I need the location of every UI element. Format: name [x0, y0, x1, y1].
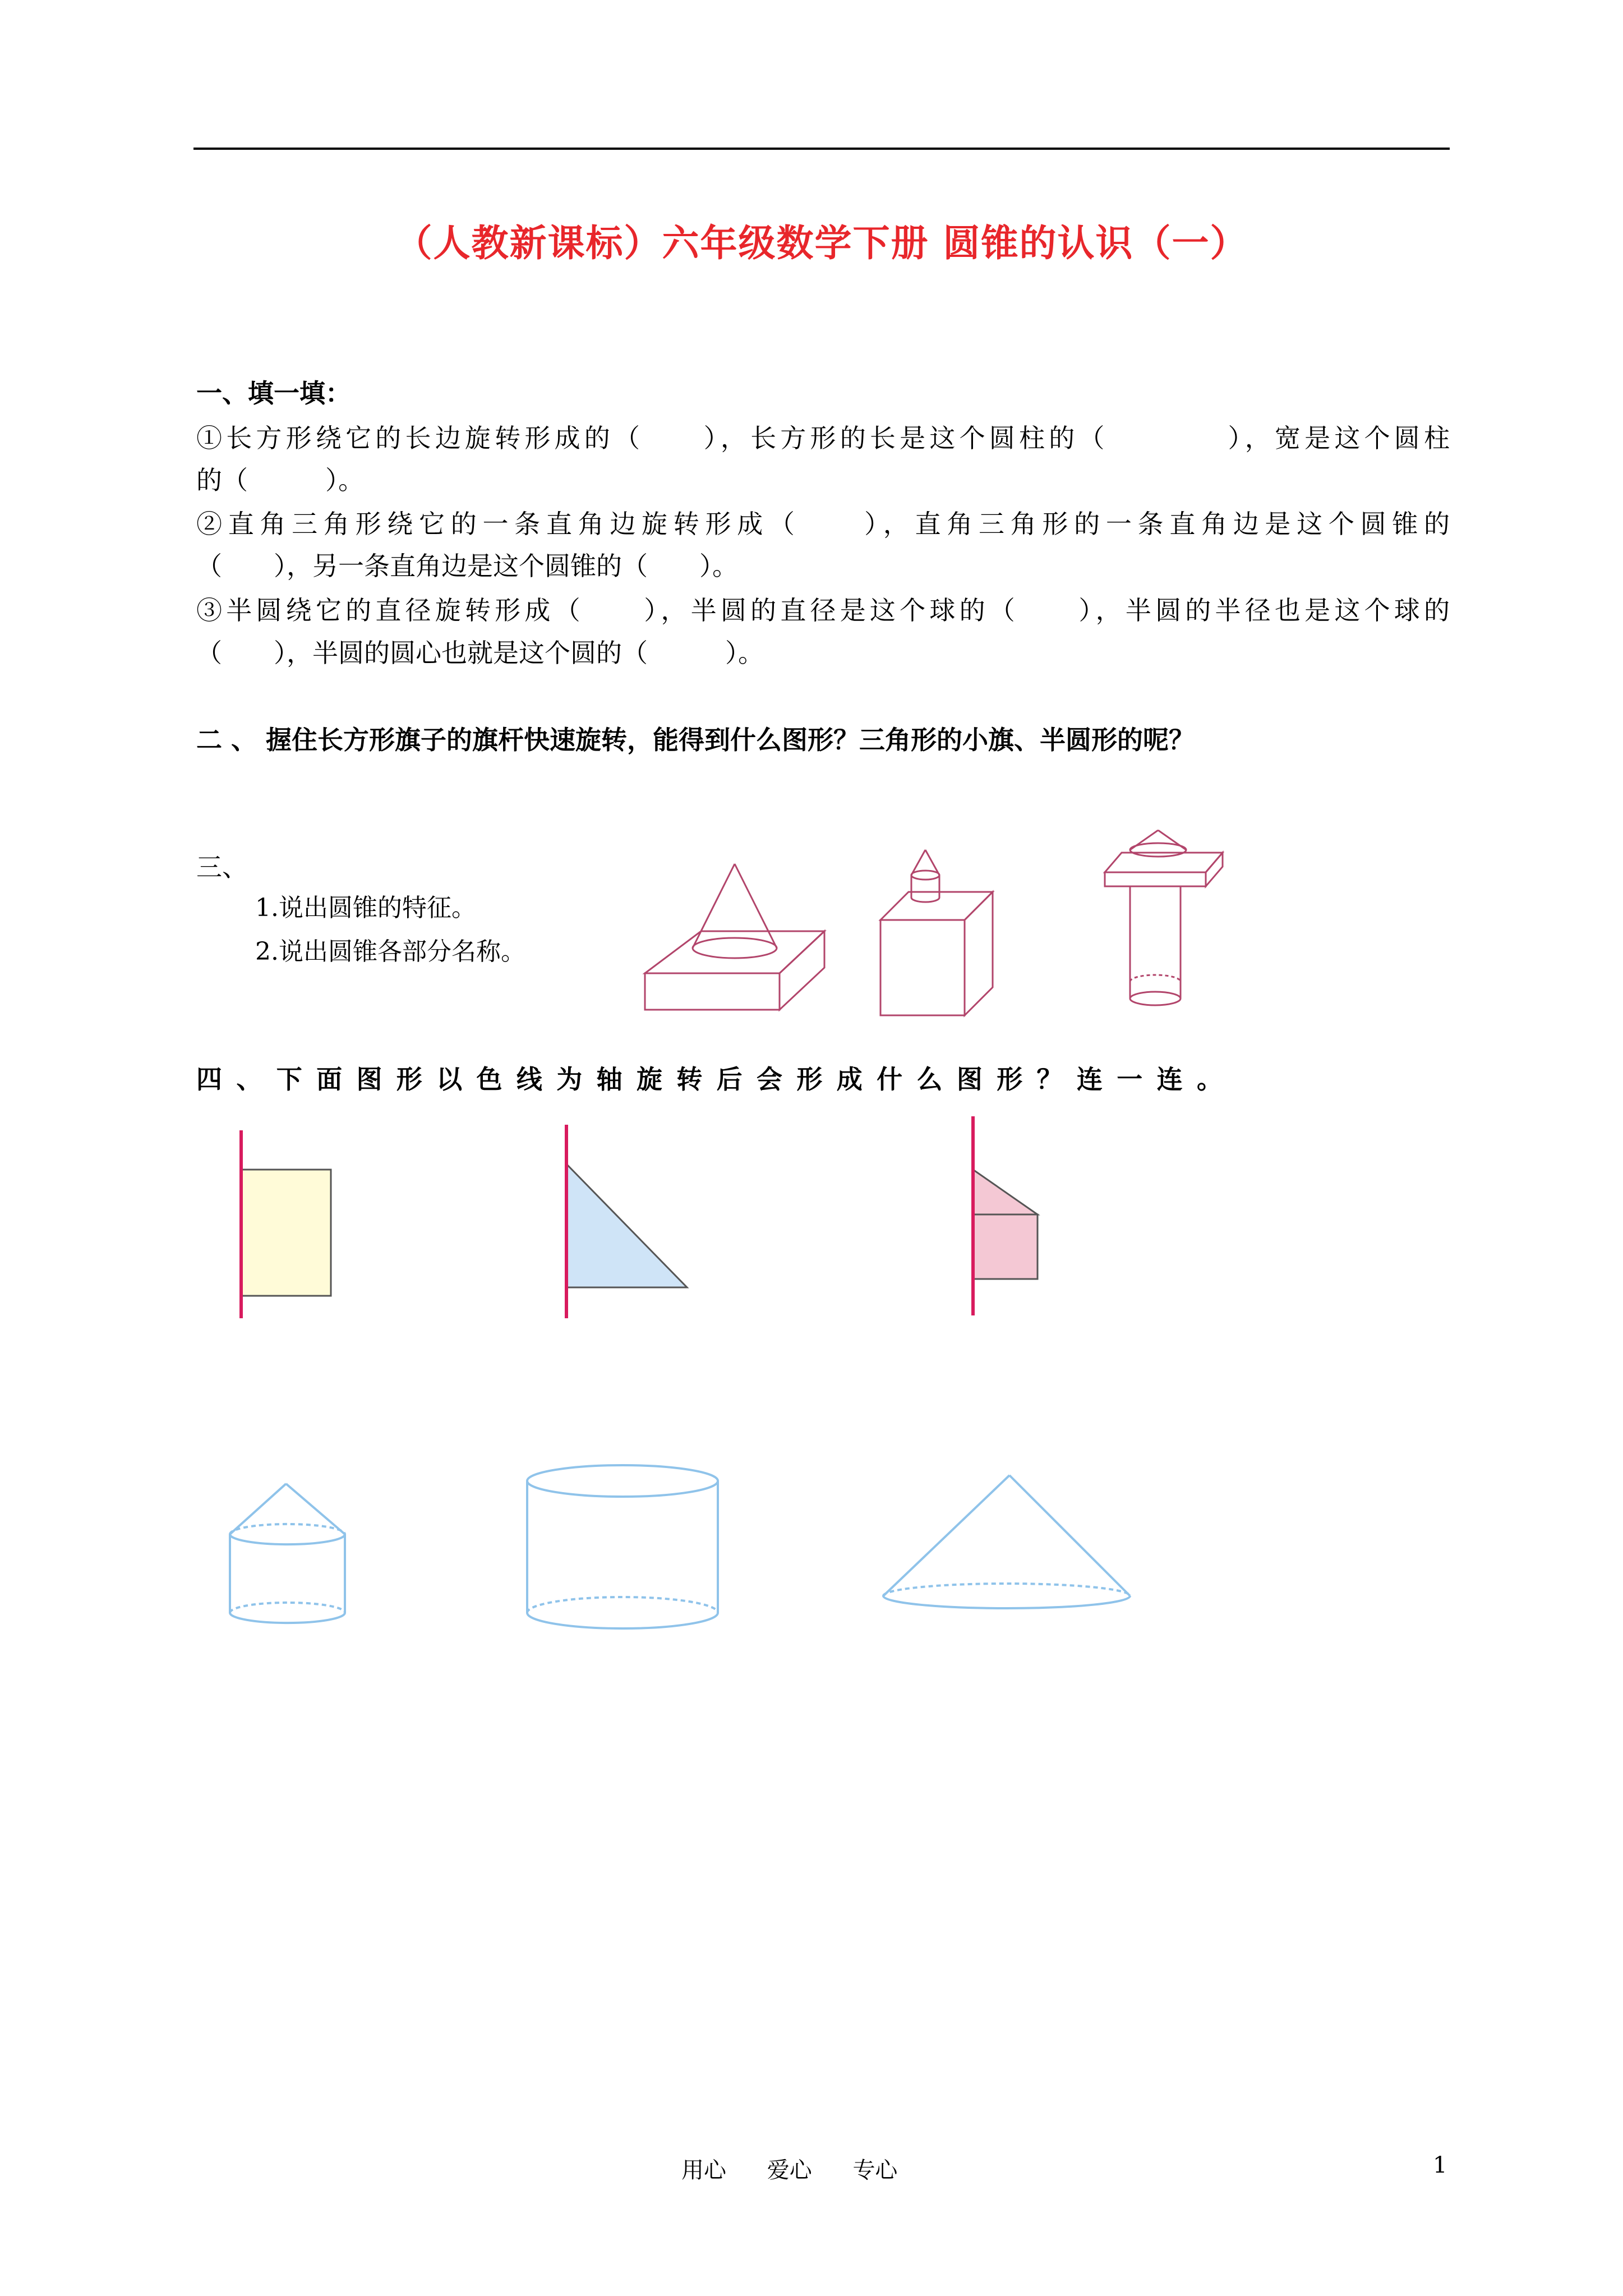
- page-number: 1: [1433, 2152, 1447, 2178]
- section2-heading: 二 、 握住长方形旗子的旗杆快速旋转，能得到什么图形？三角形的小旗、半圆形的呢？: [196, 725, 1195, 755]
- cone-on-plate-with-cylinder-figure: [1099, 825, 1234, 1010]
- header-rule: [193, 148, 1450, 150]
- cone-on-slab-figure: [639, 858, 824, 1015]
- cone-cylinder-on-cube-figure: [875, 844, 1009, 1018]
- section3-heading: 三、: [196, 852, 248, 882]
- footer-item: 专心: [852, 2157, 898, 2183]
- footer-item: 用心: [681, 2157, 726, 2183]
- s1-line-5: ③半圆绕它的直径旋转形成（ ），半圆的直径是这个球的（ ），半圆的半径也是这个球的: [196, 595, 1450, 625]
- s1-line-2: 的（ ）。: [196, 465, 364, 495]
- right-triangle-rotation-figure: [558, 1125, 698, 1327]
- s3-item-2: 2.说出圆锥各部分名称。: [255, 937, 525, 966]
- page-title: （人教新课标）六年级数学下册 圆锥的认识（一）: [395, 221, 1248, 265]
- footer-item: 爱心: [767, 2157, 812, 2183]
- section4-heading: 四 、 下 面 图 形 以 色 线 为 轴 旋 转 后 会 形 成 什 么 图 形 ？ 连 一 连 。: [196, 1064, 1223, 1094]
- triangle-on-rectangle-rotation-figure: [965, 1116, 1049, 1324]
- s1-line-1: ①长方形绕它的长边旋转形成的（ ），长方形的长是这个圆柱的（ ），宽是这个圆柱: [196, 423, 1450, 453]
- cone-on-cylinder-solid: [222, 1473, 356, 1630]
- section1-heading: 一、填一填：: [196, 378, 351, 408]
- s3-item-1: 1.说出圆锥的特征。: [255, 894, 476, 922]
- cylinder-solid: [519, 1458, 726, 1638]
- cone-solid: [875, 1467, 1138, 1624]
- s1-line-4: （ ），另一条直角边是这个圆锥的（ ）。: [196, 551, 738, 581]
- s1-line-3: ②直角三角形绕它的一条直角边旋转形成（ ），直角三角形的一条直角边是这个圆锥的: [196, 509, 1450, 539]
- rectangle-rotation-figure: [230, 1130, 342, 1327]
- s1-line-6: （ ），半圆的圆心也就是这个圆的（ ）。: [196, 638, 764, 668]
- page-footer: [681, 2152, 931, 2184]
